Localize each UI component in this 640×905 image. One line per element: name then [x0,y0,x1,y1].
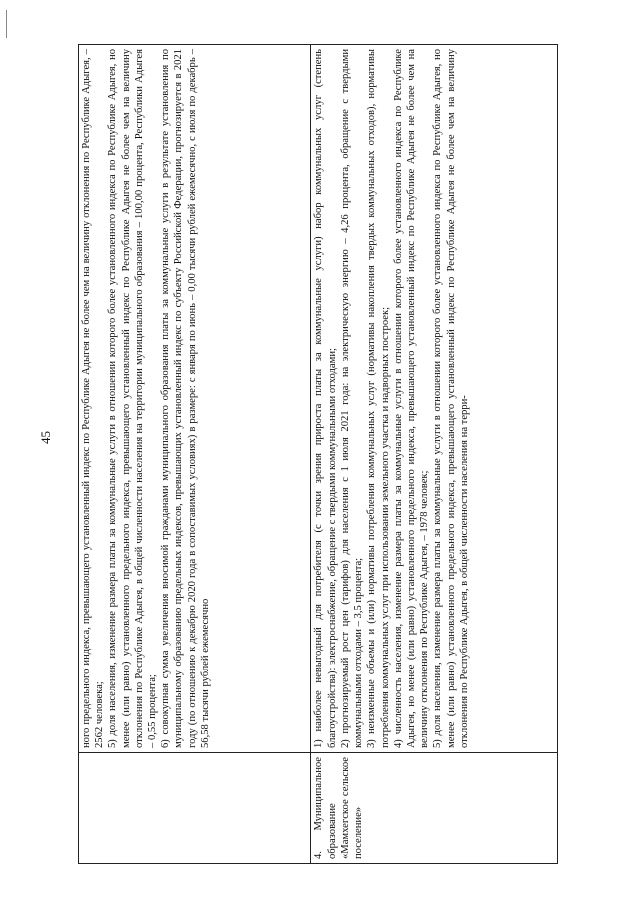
indicators-cell [311,45,558,753]
table-row [79,45,311,864]
indicators-cell [79,45,311,753]
indicator-paragraph: 2) прогнозируемый рост цен (тарифов) для населения с 1 июля 2021 года: на электрическую энергию – 4,26 процента, обращение с твердыми коммунальными отходами – 3,5 процента; [339,49,365,748]
municipality-cell [79,753,311,864]
indicator-paragraph: 5) доля населения, изменение размера платы за коммунальные услуги в отношении которого более установленного индекса по Республике Адыгея, но менее (или равно) установленного предельного индекса, превышающего установленный индекс по Республике Адыгея не более чем на величину отклонения по Республике Адыгея, в общей численности населения на территории муниципального образования – 100,00 процента, Республики Адыгея – 0,55 процента; [107,49,159,748]
table-row [311,45,558,864]
page-number: 45 [38,431,53,444]
indicators-table [78,44,558,864]
municipality-cell: 4. Муниципальное образование «Мамхегское сельское поселение» [311,753,558,864]
indicator-paragraph: 3) неизменные объемы и (или) нормативы потребления коммунальных услуг (нормативы накопления твердых коммунальных отходов), нормативы потребления коммунальных услуг при использовании земельного участка и надворных построек; [366,49,391,748]
indicator-paragraph: 4) численность населения, изменение размера платы за коммунальные услуги в отношении которого более установленного индекса по Республике Адыгея, но менее (или равно) установленного предельного индекса, превышающего установленный индекс по Республике Адыгея не более чем на величину отклонения по Республике Адыгея, – 1978 человек; [392,49,431,748]
rotated-page-content [78,44,558,864]
indicator-paragraph: 6) совокупная сумма увеличения вносимой гражданами муниципального образования платы за коммунальные услуги в результате установления по муниципальному образованию предельных индексов, превышающих установленный индекс по субъекту Российской Федерации, прогнозируется в 2021 году (по отношению к декабрю 2020 года в сопоставимых условиях) в размере: с января по июнь – 0,00 тысячи рублей ежемесячно, с июля по декабрь – 56,58 тысячи рублей ежемесячно [160,49,211,748]
indicator-paragraph: ного предельного индекса, превышающего установленный индекс по Республике Адыгея не более чем на величину отклонения по Республике Адыгея, – 2562 человека; [81,49,106,748]
indicator-paragraph: 1) наиболее невыгодный для потребителя (с точки зрения прироста платы за коммунальные услуги) набор коммунальных услуг (степень благоустройства): электроснабжение, обращение с твердыми коммунальными отходами; [313,49,338,748]
scan-edge-mark [6,10,7,38]
indicator-paragraph: 5) доля населения, изменение размера платы за коммунальные услуги в отношении которого более установленного индекса по Республике Адыгея, но менее (или равно) установленного предельного индекса, превышающего установленный индекс по Республике Адыгея не более чем на величину отклонения по Республике Адыгея, в общей численности населения на терри- [432,49,470,748]
